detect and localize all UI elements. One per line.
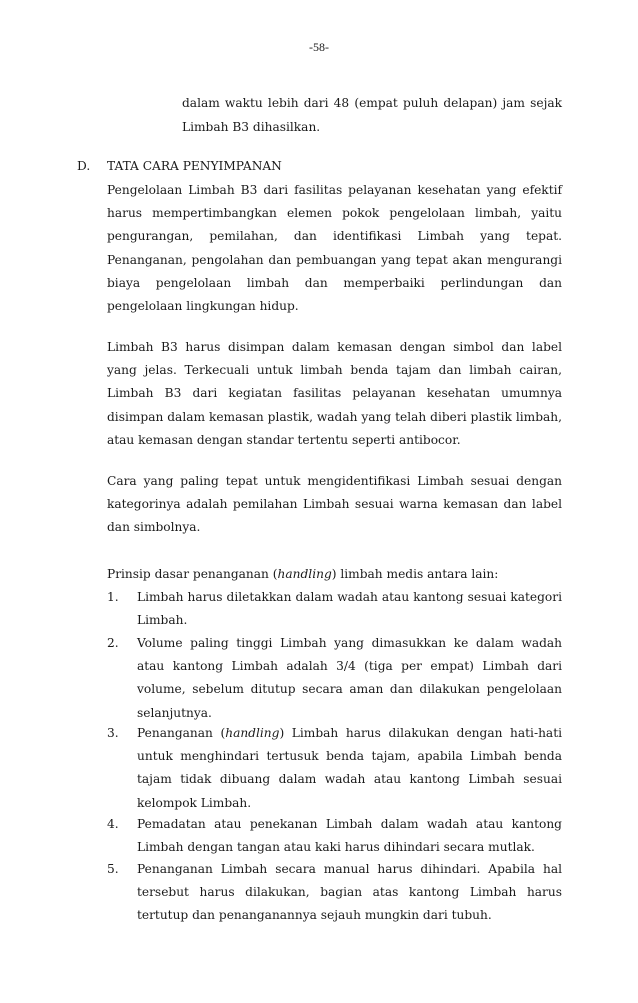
list-item-text-before: Penanganan ( (137, 726, 226, 740)
continuation-paragraph: dalam waktu lebih dari 48 (empat puluh delapan) jam sejak Limbah B3 dihasilkan. (182, 96, 562, 134)
principle-intro (107, 563, 562, 586)
principle-intro-italic: handling (277, 567, 332, 581)
section-letter: D. (77, 159, 91, 173)
list-item-text: Pemadatan atau penekanan Limbah dalam wadah atau kantong Limbah dengan tangan atau kaki harus dihindari secara mutlak. (137, 817, 562, 855)
list-item-number: 3. (107, 726, 119, 740)
section-title: TATA CARA PENYIMPANAN (107, 159, 282, 173)
paragraph-identification: Cara yang paling tepat untuk mengidentifikasi Limbah sesuai dengan kategorinya adalah pemilahan Limbah sesuai warna kemasan dan label dan simbolnya. (107, 474, 562, 535)
list-item-text-italic: handling (225, 726, 280, 740)
list-item-number: 1. (107, 590, 119, 604)
paragraph-management: Pengelolaan Limbah B3 dari fasilitas pelayanan kesehatan yang efektif harus mempertimbangkan elemen pokok pengelolaan limbah, yaitu pengurangan, pemilahan, dan identifikasi Limbah yang tepat. Penanganan, pengolahan dan pembuangan yang tepat akan mengurangi biaya pengelolaan limbah dan memperbaiki perlindungan dan pengelolaan lingkungan hidup. (107, 183, 562, 314)
list-item-text (137, 722, 562, 815)
page-number: -58- (309, 40, 329, 54)
principle-intro-before: Prinsip dasar penanganan ( (107, 567, 278, 581)
list-item-number: 2. (107, 636, 119, 650)
list-item-text: Volume paling tinggi Limbah yang dimasukkan ke dalam wadah atau kantong Limbah adalah 3/4 (tiga per empat) Limbah dari volume, sebelum ditutup secara aman dan dilakukan pengelolaan selanjutnya. (137, 636, 562, 720)
principle-intro-after: ) limbah medis antara lain: (331, 567, 499, 581)
list-item-number: 5. (107, 862, 119, 876)
list-item-text: Limbah harus diletakkan dalam wadah atau kantong sesuai kategori Limbah. (137, 590, 562, 628)
list-item-text-after: ) Limbah harus dilakukan dengan hati-hati untuk menghindari tertusuk benda tajam, apabila Limbah benda tajam tidak dibuang dalam wadah atau kantong Limbah sesuai kelompok Limbah. (137, 726, 562, 810)
paragraph-storage: Limbah B3 harus disimpan dalam kemasan dengan simbol dan label yang jelas. Terkecuali untuk limbah benda tajam dan limbah cairan, Limbah B3 dari kegiatan fasilitas pelayanan kesehatan umumnya disimpan dalam kemasan plastik, wadah yang telah diberi plastik limbah, atau kemasan dengan standar tertentu seperti antibocor. (107, 340, 562, 447)
list-item-text: Penanganan Limbah secara manual harus dihindari. Apabila hal tersebut harus dilakukan, bagian atas kantong Limbah harus tertutup dan penanganannya sejauh mungkin dari tubuh. (137, 862, 562, 923)
list-item-number: 4. (107, 817, 119, 831)
